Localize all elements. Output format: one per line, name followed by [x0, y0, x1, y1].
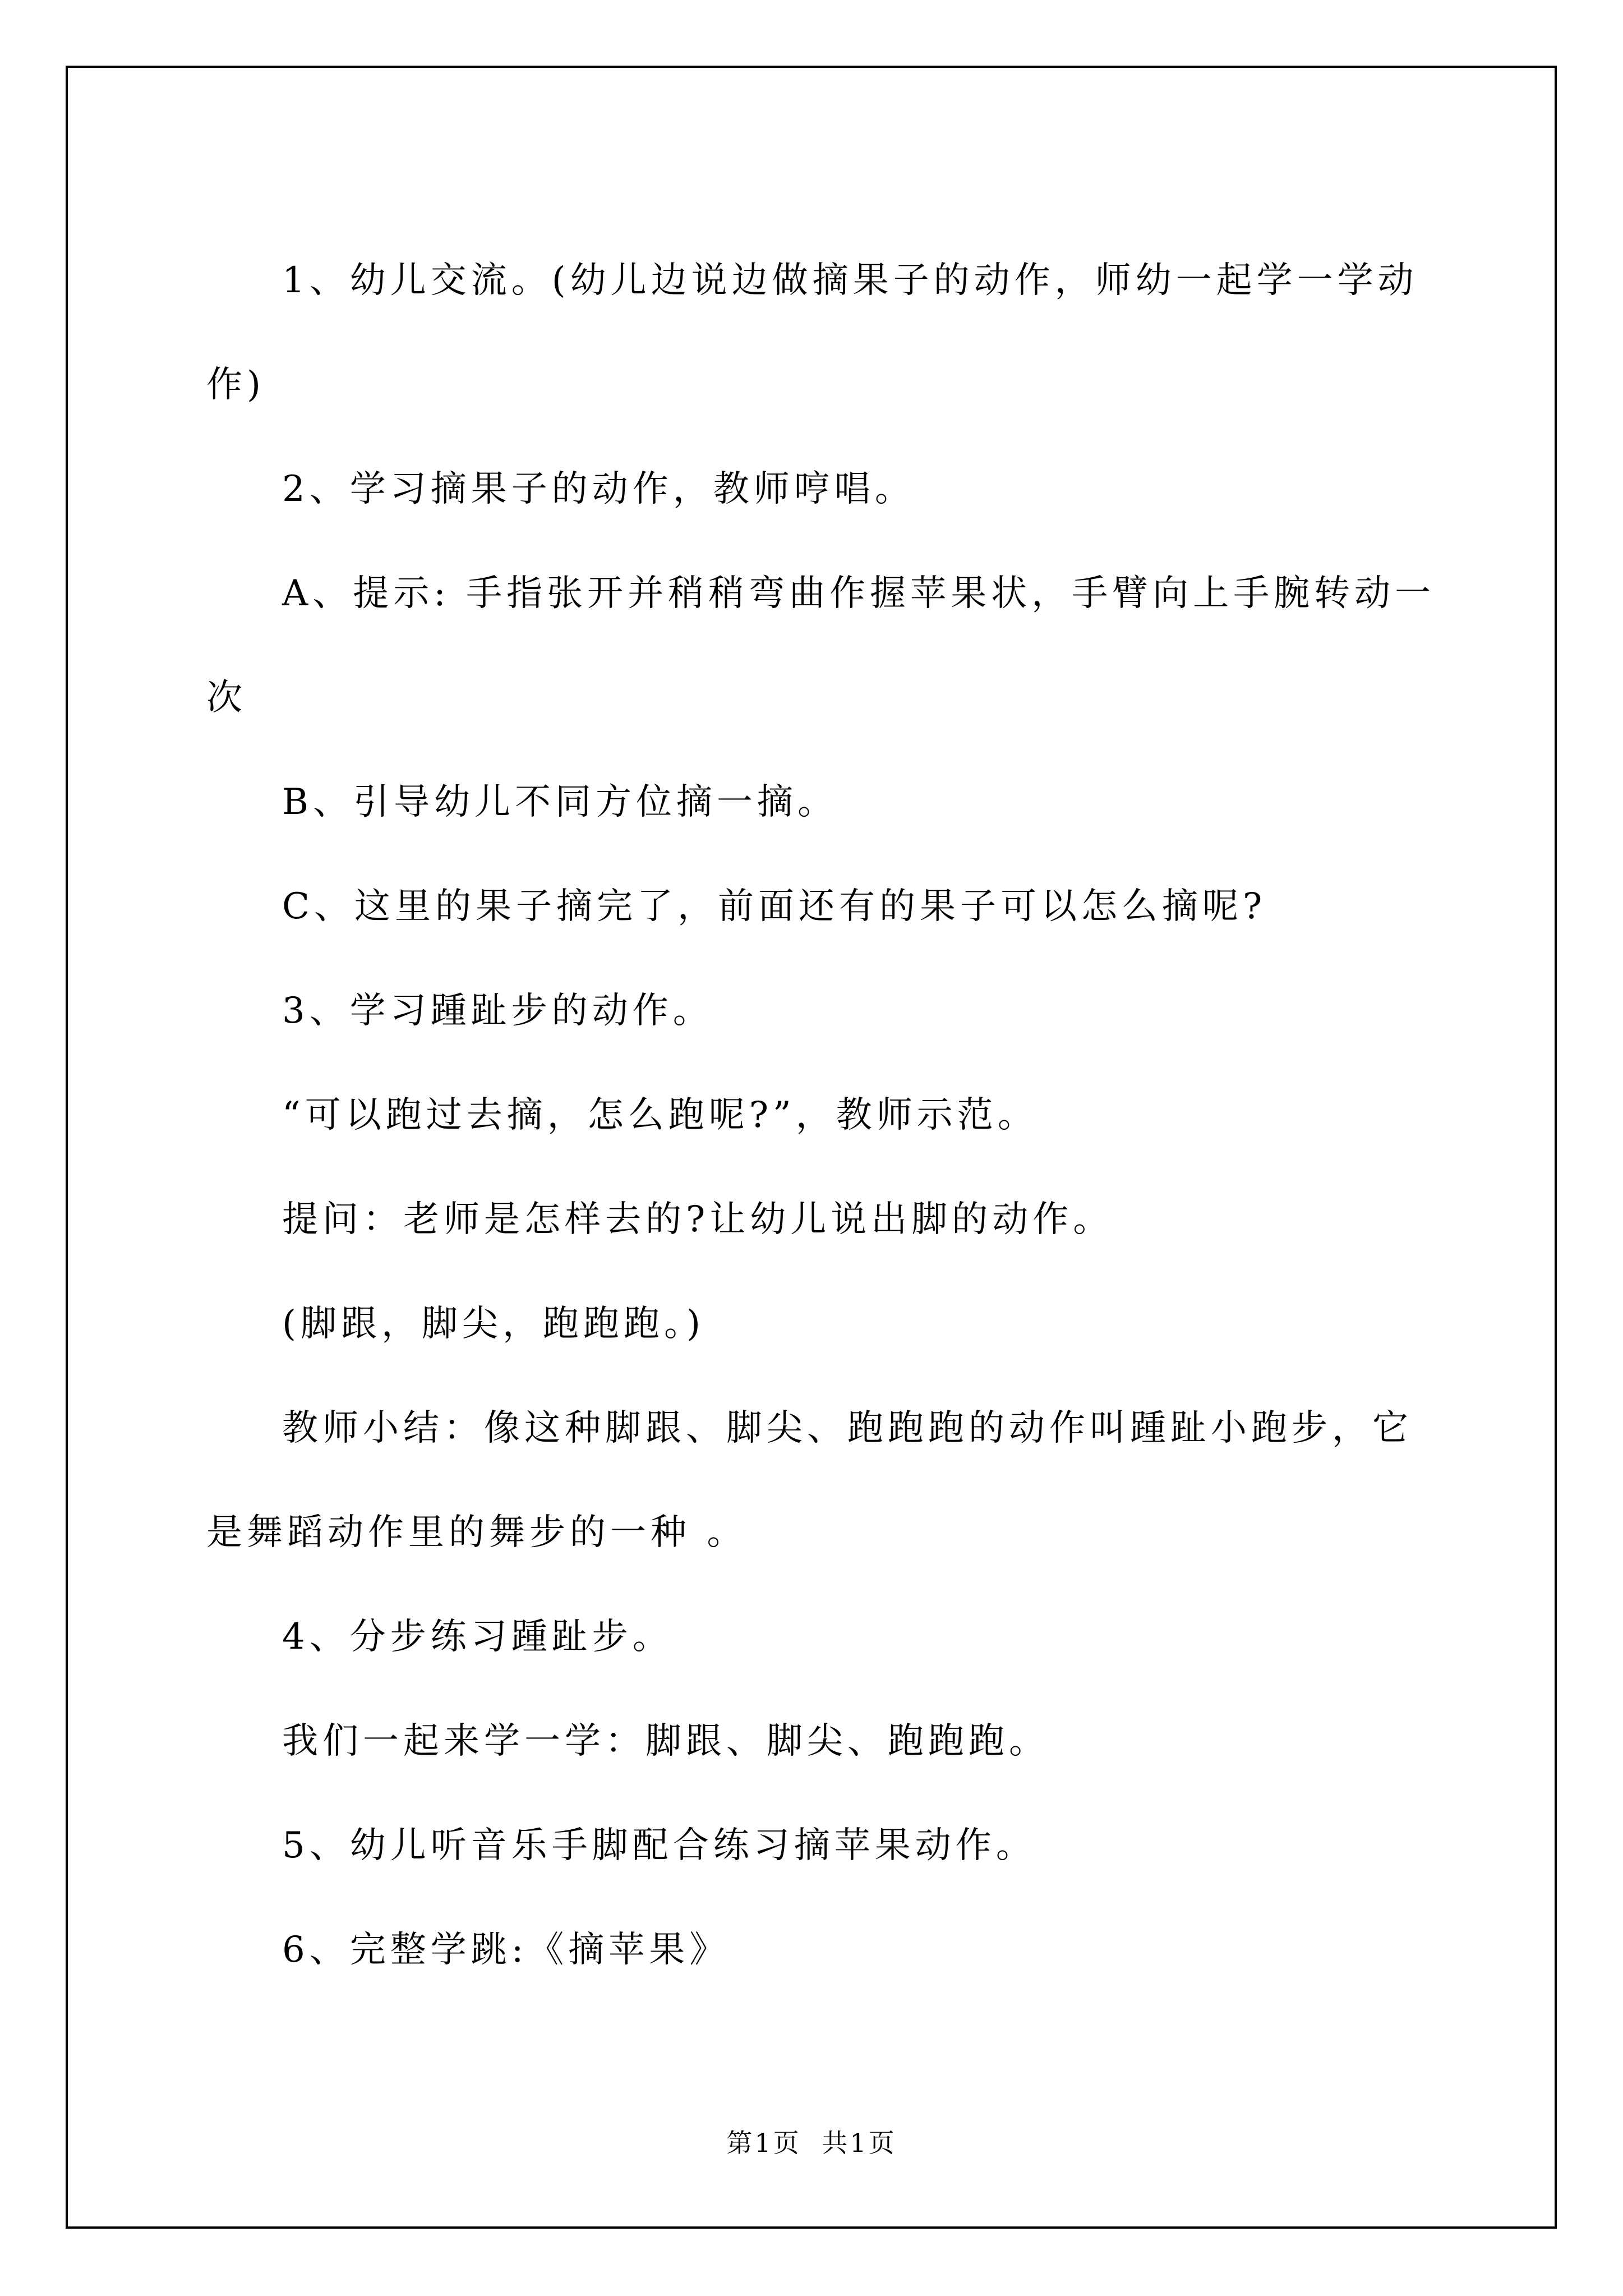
- text-line: 5、幼儿听音乐手脚配合练习摘苹果动作。: [282, 1825, 1036, 1866]
- text-line: 教师小结：像这种脚跟、脚尖、跑跑跑的动作叫踵趾小跑步，它: [282, 1407, 1413, 1449]
- text-line: 3、学习踵趾步的动作。: [282, 990, 713, 1032]
- text-line: A、提示: 手指张开并稍稍弯曲作握苹果状，手臂向上手腕转动一: [282, 573, 1436, 614]
- text-line: 6、完整学跳:《摘苹果》: [282, 1929, 730, 1971]
- text-line: B、引导幼儿不同方位摘一摘。: [282, 781, 838, 823]
- text-line: 2、学习摘果子的动作，教师哼唱。: [282, 468, 915, 510]
- text-line: 次: [206, 677, 247, 719]
- text-line: 作): [206, 364, 265, 406]
- text-line: C、这里的果子摘完了，前面还有的果子可以怎么摘呢?: [282, 886, 1267, 927]
- text-line: 我们一起来学一学：脚跟、脚尖、跑跑跑。: [282, 1720, 1049, 1762]
- text-line: 1、幼儿交流。(幼儿边说边做摘果子的动作，师幼一起学一学动: [282, 260, 1418, 301]
- page-number-footer: 第1页 共1页: [726, 2128, 897, 2158]
- text-line: 提问：老师是怎样去的?让幼儿说出脚的动作。: [282, 1199, 1114, 1240]
- text-line: 是舞蹈动作里的舞步的一种 。: [206, 1512, 748, 1553]
- text-line: (脚跟，脚尖，跑跑跑。): [282, 1303, 705, 1345]
- text-line: 4、分步练习踵趾步。: [282, 1616, 673, 1658]
- text-line: “可以跑过去摘，怎么跑呢?”，教师示范。: [282, 1094, 1038, 1136]
